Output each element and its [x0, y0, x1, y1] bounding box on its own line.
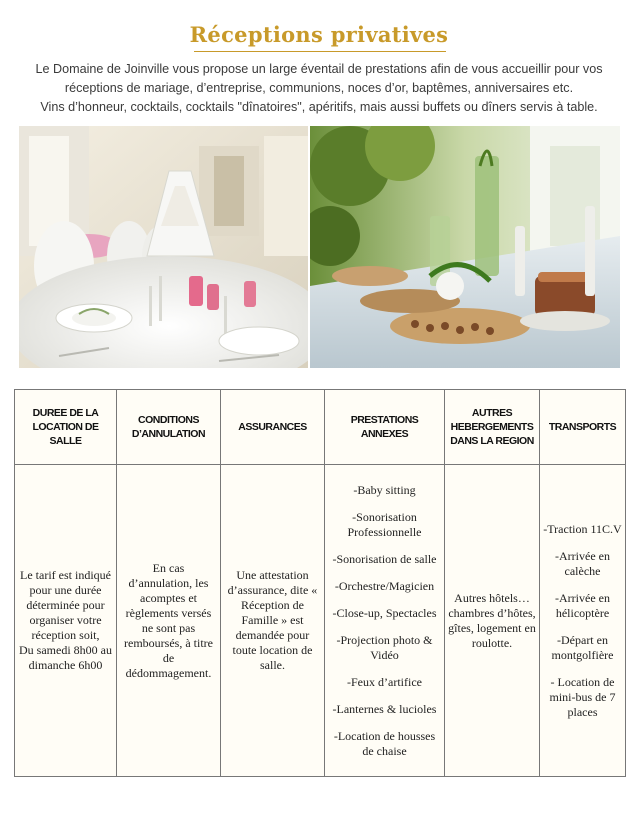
prestation-item: -Sonorisation Professionnelle	[347, 509, 422, 539]
header-conditions: CONDITIONS D’ANNULATION	[117, 390, 221, 465]
prestation-item: -Location de housses de chaise	[333, 728, 436, 758]
prestation-item: -Feux d’artifice	[347, 674, 422, 689]
reception-room-photo	[19, 126, 308, 368]
page-title: Réceptions privatives	[189, 22, 449, 47]
prestation-item: -Sonorisation de salle	[332, 551, 437, 566]
header-hebergements: AUTRES HEBERGEMENTS DANS LA REGION	[445, 390, 540, 465]
intro-line-1: Le Domaine de Joinville vous propose un large éventail de prestations afin de vous accueillir pour vos	[35, 62, 603, 76]
header-assurances: ASSURANCES	[221, 390, 325, 465]
duree-text: Le tarif est indiqué pour une durée déterminée pour organiser votre réception soit,	[20, 568, 111, 642]
prestation-item: -Baby sitting	[353, 482, 416, 497]
cell-prestations	[325, 465, 445, 777]
cell-conditions: En cas d’annulation, les acomptes et règlements versés ne sont pas remboursés, à titre de dédommagement.	[117, 465, 221, 777]
cell-assurances: Une attestation d’assurance, dite « Réception de Famille » est demandée pour toute location de salle.	[221, 465, 325, 777]
cell-duree	[15, 465, 117, 777]
prestation-item: -Close-up, Spectacles	[332, 605, 437, 620]
header-transports: TRANSPORTS	[540, 390, 626, 465]
prestation-item: -Projection photo & Vidéo	[336, 632, 433, 662]
prestation-item: -Orchestre/Magicien	[334, 578, 435, 593]
transport-item: -Départ en montgolfière	[551, 632, 614, 662]
intro-line-2: réceptions de mariage, d’entreprise, communions, noces d’or, baptêmes, anniversaires etc.	[64, 81, 574, 95]
transport-item: -Traction 11C.V	[543, 521, 622, 536]
header-duree: DUREE DE LA LOCATION DE SALLE	[15, 390, 117, 465]
intro-text	[14, 60, 624, 117]
intro-line-3: Vins d’honneur, cocktails, cocktails "dînatoires", apéritifs, mais aussi buffets ou dîners servis à table.	[40, 100, 598, 114]
transport-item: -Arrivée en calèche	[555, 548, 610, 578]
table-row	[15, 465, 626, 777]
table-header-row	[15, 390, 626, 465]
services-table	[14, 389, 626, 777]
title-underline	[194, 51, 446, 52]
prestation-item: -Lanternes & lucioles	[332, 701, 437, 716]
buffet-photo	[310, 126, 620, 368]
cell-hebergements: Autres hôtels… chambres d’hôtes, gîtes, logement en roulotte.	[445, 465, 540, 777]
transport-item: - Location de mini-bus de 7 places	[549, 674, 616, 719]
transport-item: -Arrivée en hélicoptère	[555, 590, 610, 620]
header-prestations: PRESTATIONS ANNEXES	[325, 390, 445, 465]
cell-transports	[540, 465, 626, 777]
duree-hours: Du samedi 8h00 au dimanche 6h00	[19, 643, 112, 672]
